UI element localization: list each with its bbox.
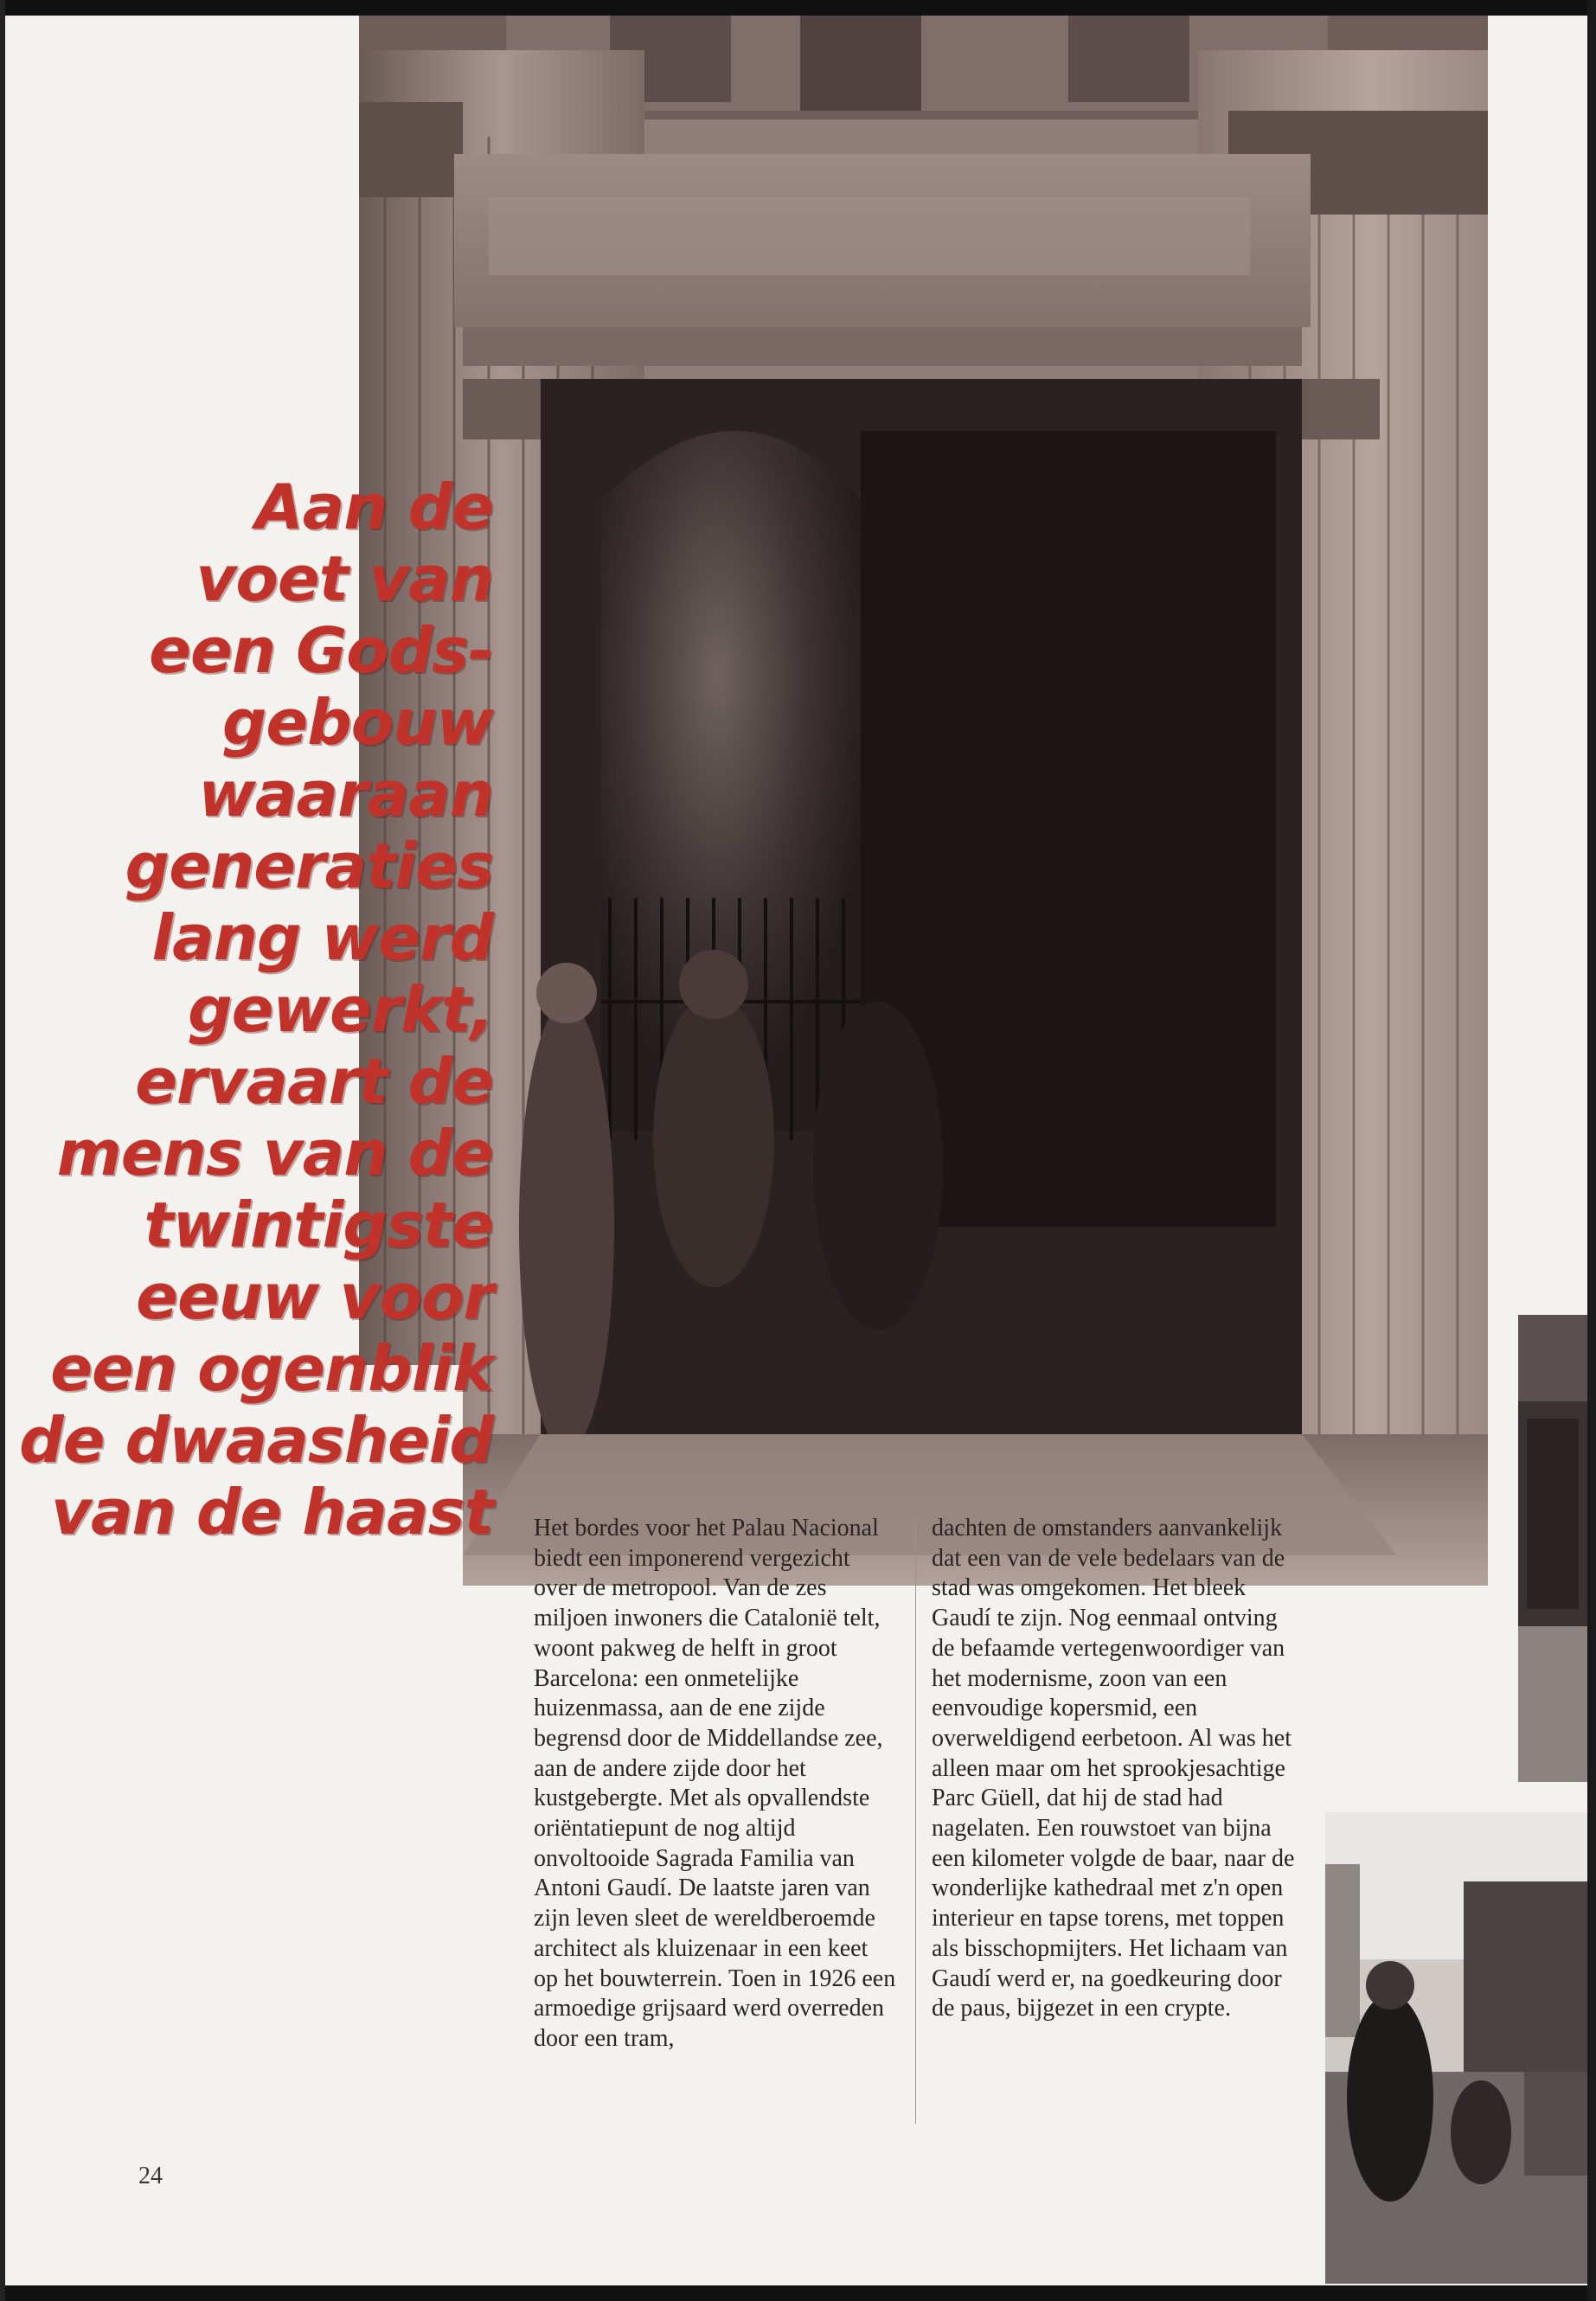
headline-line: een Gods- [149,614,493,687]
headline-line: twintigste [144,1189,493,1261]
headline-line: gewerkt, [188,973,493,1046]
scan-border-right [1587,0,1596,2301]
article-paragraph: Het bordes voor het Palau Nacional biedt een imponerend vergezicht over de metropool. Van de zes miljoen inwoners die Catalonië telt, woont pakweg de helft in groot Barcelona: een onmetelijke huizenmassa, aan de ene zijde begrensd door de Middellandse zee, aan de andere zijde door het kustgebergte. Met als opvallendste oriëntatiepunt de nog altijd onvoltooide Sagrada Familia van Antoni Gaudí. De laatste jaren van zijn leven sleet de wereldberoemde architect als kluizenaar in een keet op het bouwterrein. Toen in 1926 een armoedige grijsaard werd overreden door een tram, [534,1515,896,2052]
headline-line: generaties [125,830,493,902]
scan-border-top [0,0,1596,16]
headline-line: een ogenblik [50,1332,493,1405]
headline-line: van de haast [51,1476,493,1548]
las-ramblas-photo [1325,1812,1587,2284]
column-divider [915,1518,916,2124]
headline-pullquote [17,471,493,1548]
article-paragraph: dachten de omstanders aanvankelijk dat een van de vele bedelaars van de stad was omgekomen. Het bleek Gaudí te zijn. Nog eenmaal ontving de befaamde vertegenwoordiger van het modernisme, zoon van een eenvoudige kopersmid, een overweldigend eerbetoon. Al was het alleen maar om het sprookjesachtige Parc Güell, dat hij de stad had nagelaten. Een rouwstoet van bijna een kilometer volgde de baar, naar de wonderlijke kathedraal met z'n open interieur en tapse torens, met toppen als bisschopmijters. Het lichaam van Gaudí werd er, na goedkeuring door de paus, bijgezet in een crypte. [932,1515,1295,2022]
headline-line: voet van [195,542,493,615]
headline-line: mens van de [56,1117,493,1189]
scan-border-left [0,0,5,2301]
headline-line: waaraan [198,758,493,830]
article-column-2 [932,1514,1295,2024]
headline-line: eeuw voor [136,1260,493,1333]
headline-line: ervaart de [135,1045,493,1118]
cathedral-doorway-photo [359,16,1488,1586]
scan-border-bottom [0,2285,1596,2301]
headline-line: gebouw [221,686,493,759]
article-column-1 [534,1514,897,2054]
headline-line: de dwaasheid [19,1404,493,1477]
headline-line: Aan de [254,471,493,543]
street-photo-strip [1518,1315,1587,1782]
headline-line: lang werd [151,901,493,974]
page-number: 24 [138,2163,163,2189]
